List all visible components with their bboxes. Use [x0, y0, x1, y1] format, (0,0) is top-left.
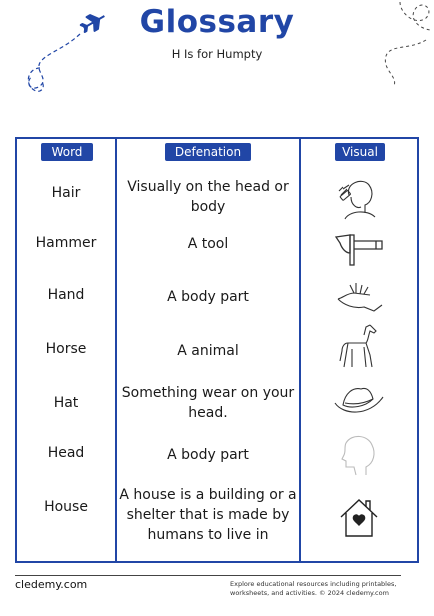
- page-title: Glossary: [139, 4, 295, 40]
- row-definition: Something wear on your head.: [121, 385, 295, 421]
- definition-column-header: Defenation: [165, 143, 251, 161]
- hat-icon: [301, 381, 417, 421]
- row-word: Hammer: [35, 235, 97, 251]
- visual-column-header: Visual: [335, 143, 385, 161]
- hammer-icon: [301, 231, 417, 267]
- row-word: Hand: [47, 287, 85, 303]
- hair-icon: [301, 175, 417, 221]
- row-definition: A body part: [167, 447, 249, 463]
- row-definition: A tool: [187, 236, 229, 252]
- word-column-header: Word: [41, 143, 93, 161]
- house-icon: [301, 497, 417, 539]
- head-icon: [301, 431, 417, 477]
- row-word: Hair: [51, 185, 81, 201]
- horse-icon: [301, 321, 417, 371]
- row-word: Head: [47, 445, 85, 461]
- row-definition: A animal: [177, 343, 239, 359]
- page-subtitle: H Is for Humpty: [171, 47, 263, 61]
- footer-divider: [15, 575, 401, 576]
- row-word: Horse: [45, 341, 87, 357]
- hand-icon: [301, 279, 417, 317]
- footer-note: Explore educational resources including printables, worksheets, and activities. © 2024 cledemy.com: [230, 580, 397, 597]
- row-definition: A body part: [167, 289, 249, 305]
- row-definition: A house is a building or a shelter that is made by humans to live in: [119, 487, 297, 543]
- row-word: Hat: [53, 395, 79, 411]
- glossary-table: [15, 137, 419, 563]
- row-word: House: [44, 499, 88, 515]
- footer-site: cledemy.com: [15, 578, 88, 591]
- row-definition: Visually on the head or body: [127, 179, 289, 215]
